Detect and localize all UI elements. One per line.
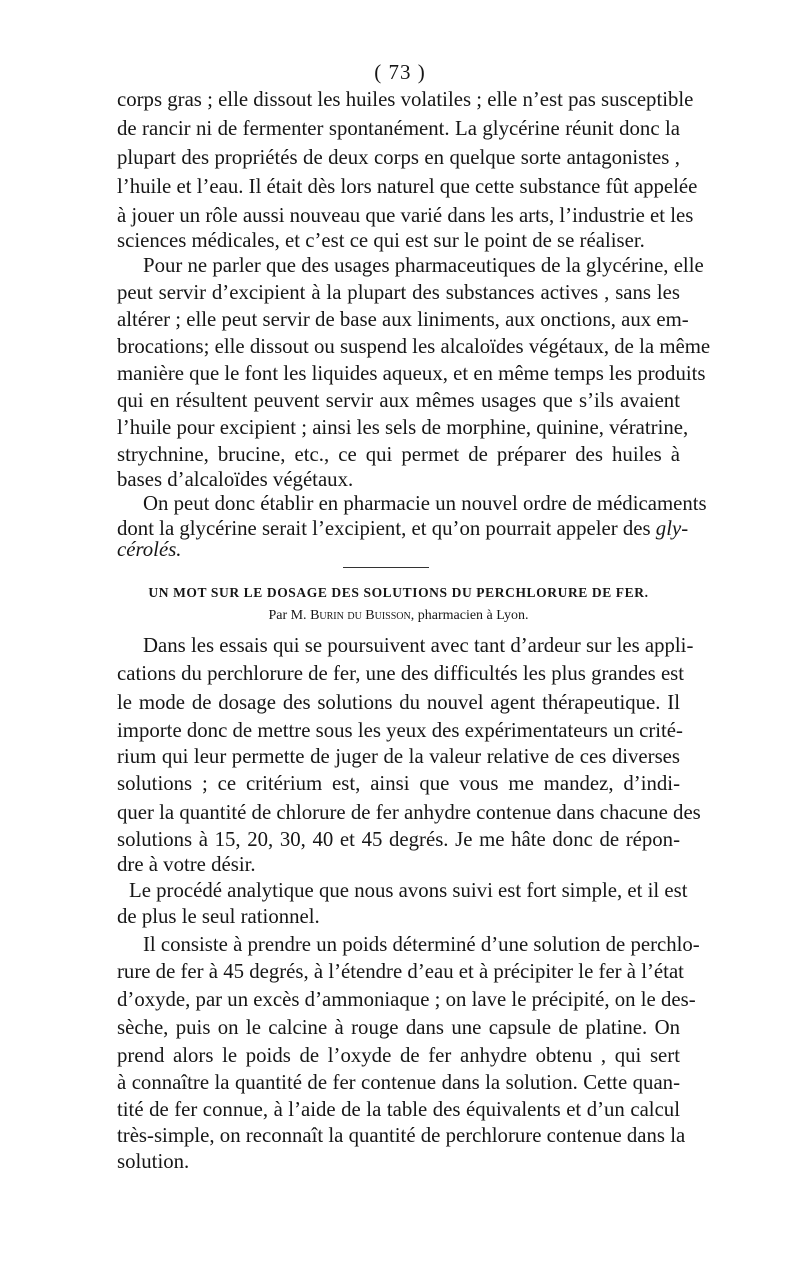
section-divider <box>343 567 429 568</box>
text-line: dre à votre désir. <box>117 853 256 876</box>
text-line: d’oxyde, par un excès d’ammoniaque ; on lave le précipité, on le des- <box>117 988 696 1011</box>
text-line: Dans les essais qui se poursuivent avec tant d’ardeur sur les appli- <box>143 634 694 657</box>
italic-term: gly- <box>655 517 689 540</box>
text-line: solutions à 15, 20, 30, 40 et 45 degrés. Je me hâte donc de répon- <box>117 828 680 851</box>
text-line: qui en résultent peuvent servir aux mêmes usages que s’ils avaient <box>117 389 680 412</box>
text-line: Le procédé analytique que nous avons suivi est fort simple, et il est <box>129 879 688 902</box>
page-number: ( 73 ) <box>374 60 426 84</box>
text-line: prend alors le poids de l’oxyde de fer anhydre obtenu , qui sert <box>117 1044 680 1067</box>
text-line: quer la quantité de chlorure de fer anhydre contenue dans chacune des <box>117 801 701 824</box>
byline-par: Par M. <box>268 608 307 623</box>
text-line: altérer ; elle peut servir de base aux liniments, aux onctions, aux em- <box>117 308 689 331</box>
text-line: très-simple, on reconnaît la quantité de perchlorure contenue dans la <box>117 1124 686 1147</box>
author-name: Burin du Buisson <box>310 608 411 623</box>
text-line: solution. <box>117 1150 190 1173</box>
text-line: bases d’alcaloïdes végétaux. <box>117 468 354 491</box>
text-line: l’huile pour excipient ; ainsi les sels de morphine, quinine, vératrine, <box>117 416 689 439</box>
byline-rest: , pharmacien à Lyon. <box>410 608 529 623</box>
text-line: On peut donc établir en pharmacie un nouvel ordre de médicaments <box>143 492 707 515</box>
text-line: sciences médicales, et c’est ce qui est sur le point de se réaliser. <box>117 229 645 252</box>
text-line: manière que le font les liquides aqueux, et en même temps les produits <box>117 362 706 385</box>
text-line: rure de fer à 45 degrés, à l’étendre d’eau et à précipiter le fer à l’état <box>117 960 684 983</box>
text-line: corps gras ; elle dissout les huiles volatiles ; elle n’est pas susceptible <box>117 88 694 111</box>
text-segment: dont la glycérine serait l’excipient, et qu’on pourrait appeler des <box>117 517 651 540</box>
text-line: le mode de dosage des solutions du nouvel agent thérapeutique. Il <box>117 691 680 714</box>
text-line: de plus le seul rationnel. <box>117 905 320 928</box>
text-line: importe donc de mettre sous les yeux des expérimentateurs un crité- <box>117 719 683 742</box>
text-line: de rancir ni de fermenter spontanément. La glycérine réunit donc la <box>117 117 680 140</box>
text-line: Il consiste à prendre un poids déterminé d’une solution de perchlo- <box>143 933 700 956</box>
text-line: Pour ne parler que des usages pharmaceutiques de la glycérine, elle <box>143 254 704 277</box>
text-line: solutions ; ce critérium est, ainsi que vous me mandez, d’indi- <box>117 772 680 795</box>
byline <box>117 606 680 626</box>
text-line: à jouer un rôle aussi nouveau que varié dans les arts, l’industrie et les <box>117 204 694 227</box>
text-line: brocations; elle dissout ou suspend les alcaloïdes végétaux, de la même <box>117 335 711 358</box>
text-line: tité de fer connue, à l’aide de la table des équivalents et d’un calcul <box>117 1098 680 1121</box>
text-line: sèche, puis on le calcine à rouge dans une capsule de platine. On <box>117 1016 680 1039</box>
article-title: UN MOT SUR LE DOSAGE DES SOLUTIONS DU PERCHLORURE DE FER. <box>148 585 649 600</box>
text-line: plupart des propriétés de deux corps en quelque sorte antagonistes , <box>117 146 680 169</box>
text-line: cations du perchlorure de fer, une des difficultés les plus grandes est <box>117 662 685 685</box>
text-line: rium qui leur permette de juger de la valeur relative de ces diverses <box>117 745 680 768</box>
text-line: peut servir d’excipient à la plupart des substances actives , sans les <box>117 281 680 304</box>
text-line: à connaître la quantité de fer contenue dans la solution. Cette quan- <box>117 1071 680 1094</box>
italic-term: cérolés. <box>117 538 182 561</box>
text-line: l’huile et l’eau. Il était dès lors naturel que cette substance fût appelée <box>117 175 698 198</box>
text-line: strychnine, brucine, etc., ce qui permet de préparer des huiles à <box>117 443 680 466</box>
